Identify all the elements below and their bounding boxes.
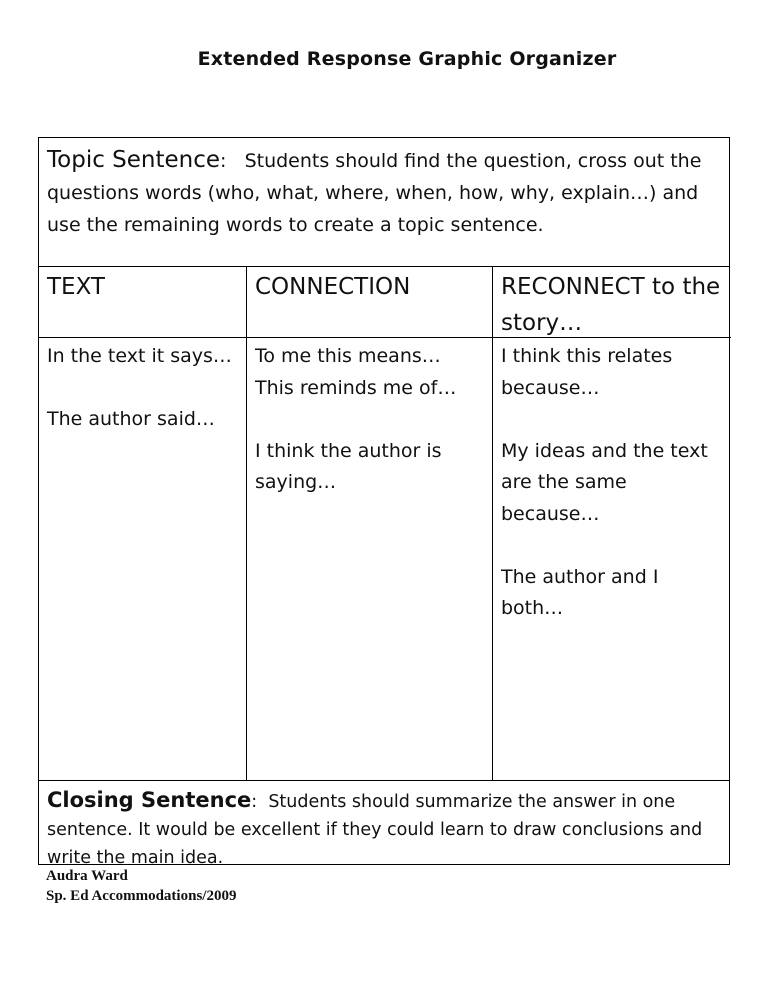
reconnect-column-body [493, 338, 731, 625]
credit-author: Audra Ward [46, 868, 128, 884]
credit-note: Sp. Ed Accommodations/2009 [46, 888, 237, 904]
closing-sentence-section [39, 780, 729, 866]
closing-sentence-colon: : [251, 792, 258, 812]
reconnect-prompt-2: My ideas and the text are the same because… [501, 439, 708, 525]
page-title: Extended Response Graphic Organizer [197, 48, 617, 70]
reconnect-prompt-3: The author and I both… [501, 565, 659, 619]
connection-prompt-2: This reminds me of… [255, 376, 457, 399]
topic-sentence-colon: : [220, 150, 227, 172]
reconnect-column [493, 267, 731, 780]
reconnect-prompt-1: I think this relates because… [501, 345, 673, 399]
topic-sentence-label: Topic Sentence [47, 147, 221, 173]
topic-sentence-text: Students should find the question, cross out the questions words (who, what, where, when, how, why, explain…) and use the remaining words to create a topic sentence. [47, 150, 702, 236]
closing-sentence-label: Closing Sentence [47, 788, 252, 812]
credit-block [46, 866, 236, 906]
organizer-columns [39, 267, 729, 780]
text-prompt-2: The author said… [47, 408, 215, 430]
connection-column-header: CONNECTION [247, 267, 492, 338]
connection-prompt-3: I think the author is saying… [255, 439, 442, 493]
reconnect-column-header: RECONNECT to the story… [493, 267, 731, 338]
connection-prompt-1: To me this means… [255, 345, 441, 367]
text-prompt-1: In the text it says… [47, 345, 232, 367]
connection-column [247, 267, 493, 780]
text-column-header: TEXT [39, 267, 246, 338]
topic-sentence-section [39, 138, 729, 267]
closing-sentence-text: Students should summarize the answer in one sentence. It would be excellent if they could learn to draw conclusions and write the main idea. [47, 792, 703, 868]
connection-column-body [247, 338, 492, 499]
text-column [39, 267, 247, 780]
text-column-body [39, 338, 246, 436]
graphic-organizer [38, 137, 730, 868]
